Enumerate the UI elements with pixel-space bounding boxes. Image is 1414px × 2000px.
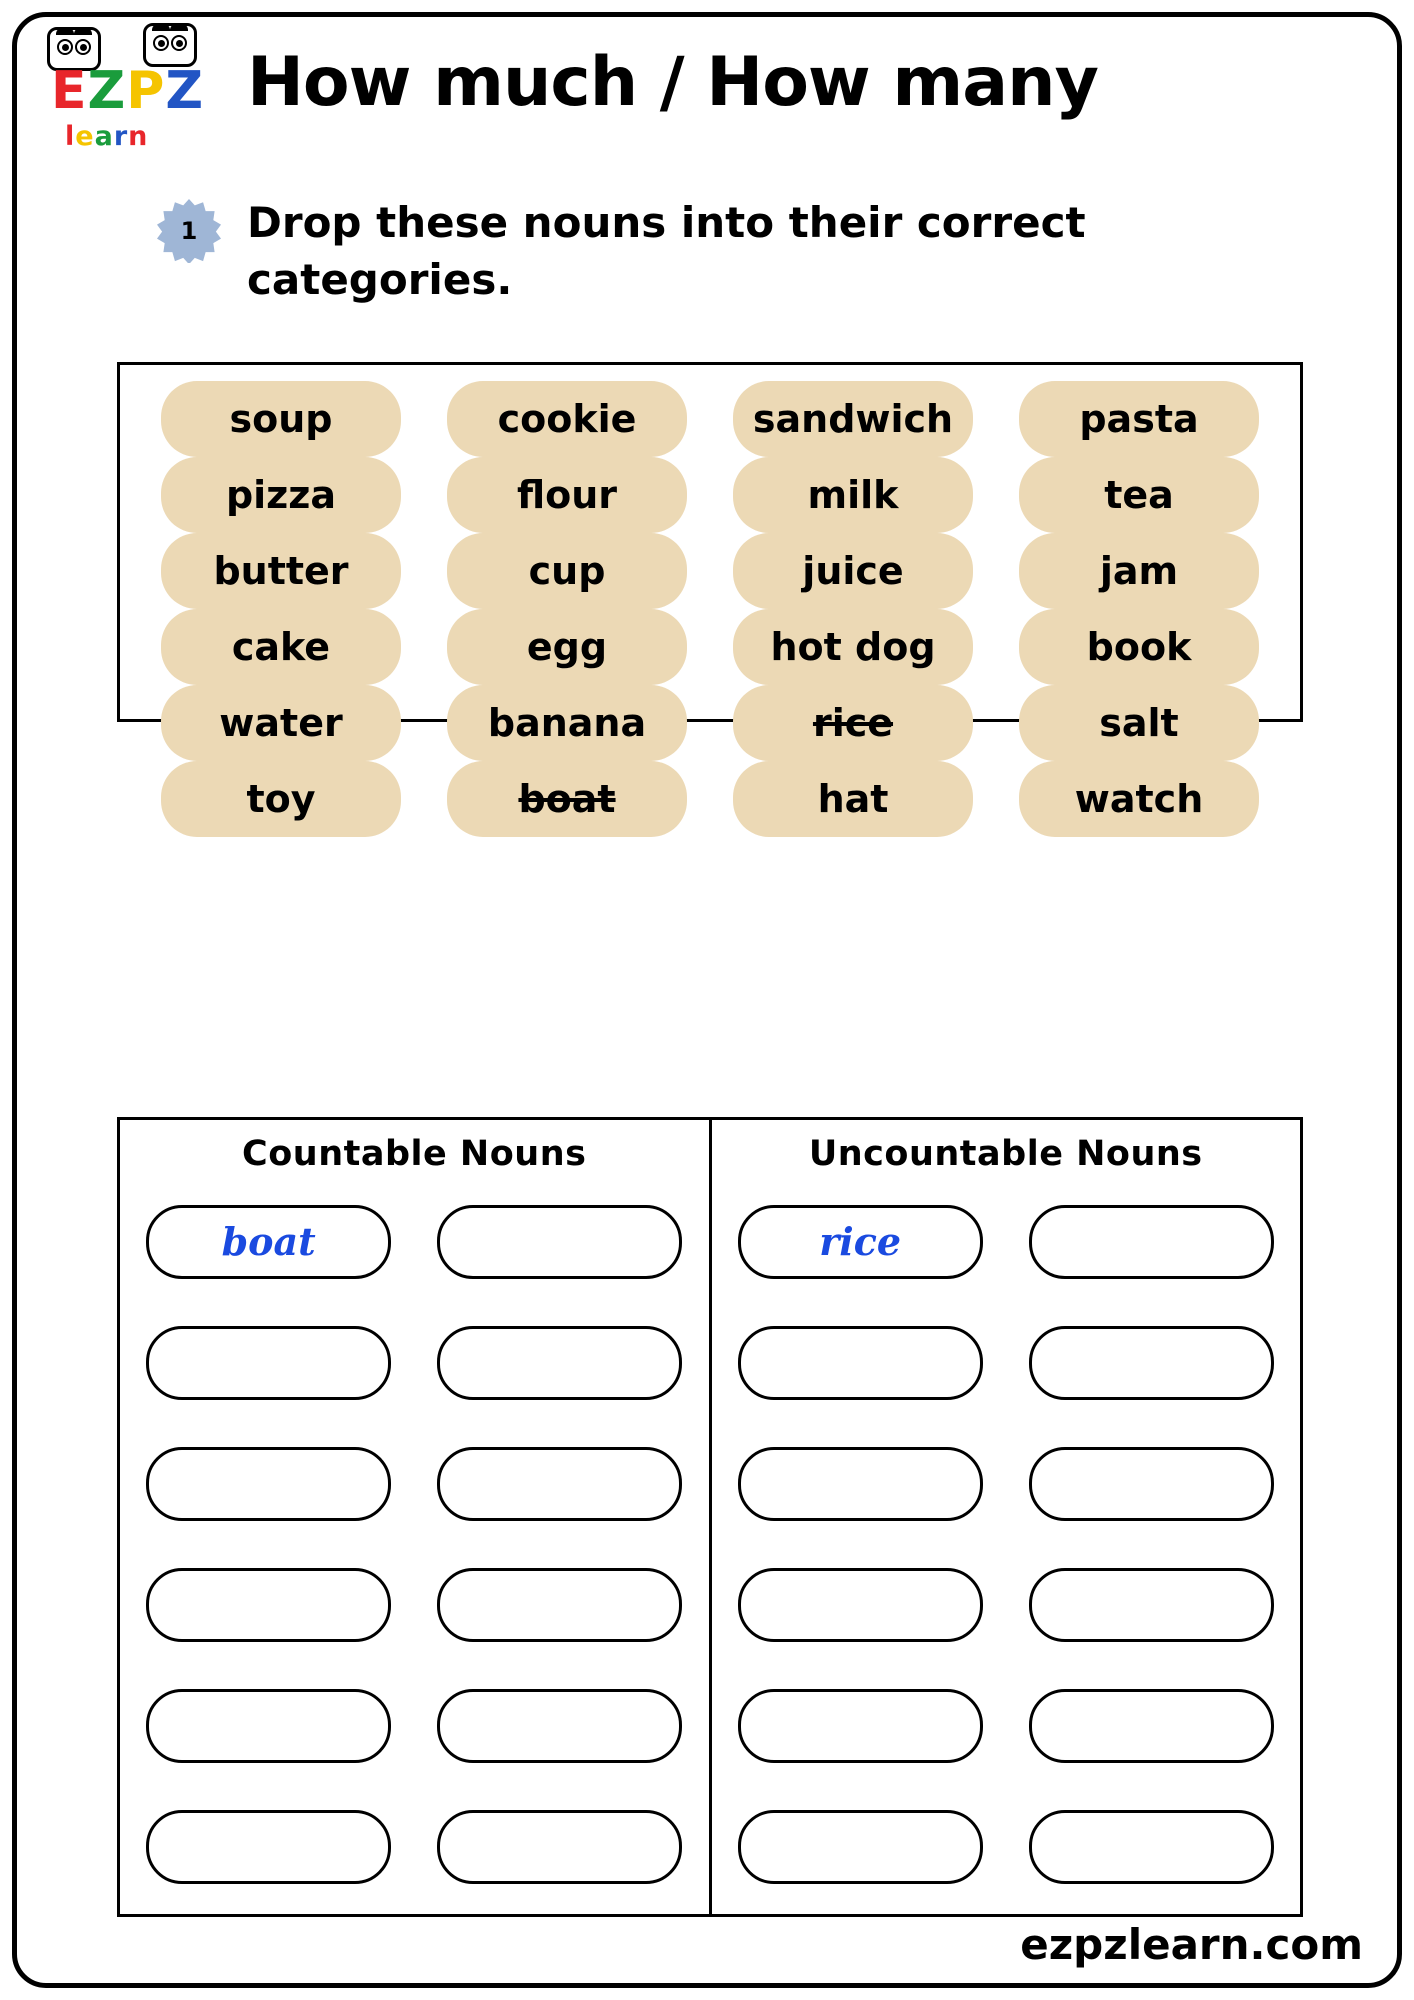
countable-slot[interactable] (437, 1205, 682, 1279)
word-bank-cell (996, 381, 1282, 457)
countable-slot[interactable] (437, 1689, 682, 1763)
countable-slot[interactable] (146, 1689, 391, 1763)
countable-slot-wrap (421, 1428, 698, 1539)
word-chip-label: watch (1074, 777, 1204, 821)
word-chip[interactable] (1019, 457, 1259, 533)
word-chip-label: juice (802, 549, 904, 593)
word-chip-label: jam (1099, 549, 1179, 593)
countable-slot-wrap (130, 1549, 407, 1660)
word-bank-cell (710, 761, 996, 837)
countable-slot[interactable]: boat (146, 1205, 391, 1279)
logo-sub-letter-1: l (65, 121, 76, 152)
eye-right (171, 35, 187, 51)
word-bank-cell (424, 381, 710, 457)
word-chip[interactable] (447, 609, 687, 685)
uncountable-slot[interactable] (1029, 1326, 1274, 1400)
word-chip-label: hot dog (770, 625, 936, 669)
word-bank-cell (710, 381, 996, 457)
uncountable-slot-wrap (1013, 1428, 1290, 1539)
word-bank (117, 362, 1303, 821)
word-chip-label: cookie (497, 397, 637, 441)
countable-slot-wrap (421, 1307, 698, 1418)
word-bank-cell (424, 609, 710, 685)
word-chip-label: pasta (1079, 397, 1199, 441)
word-chip[interactable] (447, 457, 687, 533)
uncountable-slot[interactable] (1029, 1205, 1274, 1279)
word-bank-cell (138, 609, 424, 685)
uncountable-slot-wrap (1013, 1670, 1290, 1781)
word-chip-label: cake (231, 625, 331, 669)
uncountable-slot-wrap (1013, 1791, 1290, 1902)
countable-slot-wrap (130, 1428, 407, 1539)
uncountable-slot-wrap (722, 1791, 999, 1902)
word-chip-label: sandwich (752, 397, 954, 441)
logo-letter-1: E (51, 61, 88, 121)
logo-sub-letter-2: e (75, 121, 95, 152)
footer-url: ezpzlearn.com (1020, 1920, 1363, 1969)
logo-letter-3: P (126, 61, 166, 121)
countable-slot-wrap (130, 1791, 407, 1902)
countable-slot[interactable] (437, 1568, 682, 1642)
word-bank-cell (996, 457, 1282, 533)
word-bank-cell (996, 685, 1282, 761)
word-chip[interactable] (447, 381, 687, 457)
page-title: How much / How many (247, 43, 1098, 122)
uncountable-title: Uncountable Nouns (808, 1134, 1203, 1174)
logo-sub-letter-3: a (94, 121, 114, 152)
word-chip[interactable] (447, 533, 687, 609)
word-bank-cell (710, 609, 996, 685)
uncountable-slot-wrap (1013, 1186, 1290, 1297)
category-boxes (117, 1117, 1303, 1917)
uncountable-slot-wrap (722, 1428, 999, 1539)
word-bank-cell (138, 685, 424, 761)
countable-slot-grid (130, 1186, 699, 1902)
worksheet-page (12, 12, 1402, 1988)
countable-slot[interactable] (146, 1568, 391, 1642)
word-chip[interactable] (161, 533, 401, 609)
uncountable-slot-wrap (722, 1307, 999, 1418)
page-header (17, 17, 1397, 197)
word-chip[interactable] (1019, 761, 1259, 837)
word-bank-cell (424, 761, 710, 837)
uncountable-slot[interactable] (1029, 1447, 1274, 1521)
brow-right (74, 28, 92, 35)
instruction-text: Drop these nouns into their correct categories. (247, 198, 1086, 304)
logo-letter-4: Z (165, 61, 205, 121)
word-chip[interactable] (447, 685, 687, 761)
word-chip[interactable] (733, 609, 973, 685)
word-chip-label: toy (246, 777, 316, 821)
uncountable-slot[interactable] (738, 1447, 983, 1521)
countable-slot[interactable] (437, 1810, 682, 1884)
ezpz-logo (31, 23, 226, 173)
word-chip[interactable] (1019, 533, 1259, 609)
uncountable-slot-grid (722, 1186, 1291, 1902)
uncountable-slot[interactable] (738, 1568, 983, 1642)
word-bank-cell (424, 457, 710, 533)
countable-title: Countable Nouns (242, 1134, 587, 1174)
word-chip-label: butter (213, 549, 349, 593)
brow-left (152, 24, 170, 31)
word-chip[interactable] (161, 457, 401, 533)
word-chip-label: salt (1099, 701, 1179, 745)
word-bank-cell (138, 457, 424, 533)
word-chip[interactable] (733, 761, 973, 837)
uncountable-slot[interactable] (1029, 1810, 1274, 1884)
word-bank-cell (710, 457, 996, 533)
word-bank-cell (138, 533, 424, 609)
uncountable-slot-wrap (722, 1670, 999, 1781)
word-bank-cell (996, 533, 1282, 609)
word-chip-label: hat (817, 777, 889, 821)
word-chip[interactable] (1019, 609, 1259, 685)
logo-wordmark (51, 61, 205, 121)
word-chip[interactable] (161, 761, 401, 837)
brow-right (170, 24, 188, 31)
countable-slot-wrap (130, 1307, 407, 1418)
word-bank-cell (996, 609, 1282, 685)
word-bank-cell (710, 685, 996, 761)
countable-slot-wrap (421, 1186, 698, 1297)
word-chip-label: rice (812, 701, 894, 745)
brow-left (56, 28, 74, 35)
countable-slot[interactable] (146, 1810, 391, 1884)
word-chip[interactable] (733, 685, 973, 761)
countable-slot-wrap (130, 1186, 407, 1297)
eye-left (57, 39, 73, 55)
eye-left (153, 35, 169, 51)
countable-slot[interactable] (437, 1447, 682, 1521)
word-chip-label: pizza (225, 473, 337, 517)
task-number: 1 (180, 217, 198, 245)
word-chip[interactable] (161, 685, 401, 761)
countable-column (120, 1120, 712, 1914)
uncountable-slot-wrap (722, 1549, 999, 1660)
word-chip[interactable] (161, 381, 401, 457)
uncountable-slot[interactable]: rice (738, 1205, 983, 1279)
word-chip-label: milk (807, 473, 899, 517)
uncountable-slot-wrap (722, 1186, 999, 1297)
word-chip-label: soup (229, 397, 333, 441)
word-chip[interactable] (733, 381, 973, 457)
countable-slot-wrap (421, 1549, 698, 1660)
uncountable-slot-wrap (1013, 1549, 1290, 1660)
countable-slot-wrap (130, 1670, 407, 1781)
word-chip-label: boat (518, 777, 616, 821)
uncountable-slot[interactable] (1029, 1689, 1274, 1763)
logo-sub-letter-5: n (128, 121, 149, 152)
countable-slot-wrap (421, 1670, 698, 1781)
eye-right (75, 39, 91, 55)
logo-letter-2: Z (87, 61, 127, 121)
uncountable-slot[interactable] (738, 1810, 983, 1884)
word-chip[interactable] (733, 457, 973, 533)
uncountable-slot[interactable] (738, 1689, 983, 1763)
uncountable-slot[interactable] (1029, 1568, 1274, 1642)
uncountable-column (712, 1120, 1301, 1914)
countable-slot-wrap (421, 1791, 698, 1902)
word-chip-label: flour (516, 473, 618, 517)
word-chip-label: tea (1104, 473, 1174, 517)
word-chip-label: banana (487, 701, 647, 745)
logo-sub-letter-4: r (113, 121, 129, 152)
word-chip[interactable] (733, 533, 973, 609)
word-chip[interactable] (1019, 685, 1259, 761)
word-chip-label: cup (528, 549, 606, 593)
word-chip[interactable] (1019, 381, 1259, 457)
word-chip-label: egg (526, 625, 608, 669)
word-bank-cell (138, 761, 424, 837)
uncountable-slot-wrap (1013, 1307, 1290, 1418)
uncountable-slot[interactable] (738, 1326, 983, 1400)
word-bank-cell (424, 533, 710, 609)
word-bank-cell (424, 685, 710, 761)
word-bank-cell (138, 381, 424, 457)
word-chip[interactable] (447, 761, 687, 837)
word-chip-label: water (219, 701, 343, 745)
countable-slot[interactable] (437, 1326, 682, 1400)
word-bank-grid (138, 381, 1282, 821)
instruction-row (17, 185, 1397, 335)
word-chip[interactable] (161, 609, 401, 685)
countable-slot[interactable] (146, 1447, 391, 1521)
word-chip-label: book (1086, 625, 1192, 669)
word-bank-cell (710, 533, 996, 609)
logo-subwordmark (65, 123, 148, 150)
word-bank-cell (996, 761, 1282, 837)
task-number-badge (157, 199, 221, 263)
countable-slot[interactable] (146, 1326, 391, 1400)
